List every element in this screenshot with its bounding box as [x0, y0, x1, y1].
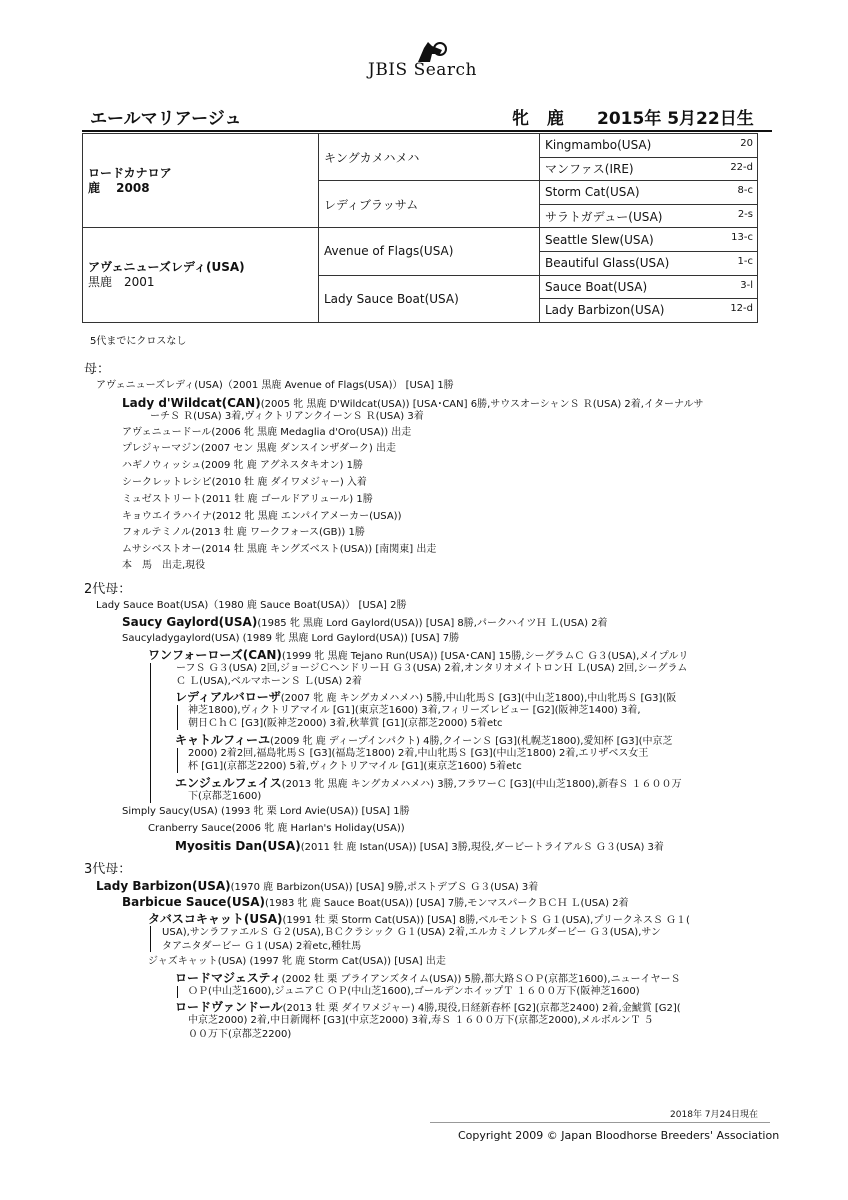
family-entry	[188, 704, 641, 718]
pedigree-g3-cell[interactable]: Beautiful Glass(USA) 1-c	[540, 251, 758, 275]
family-entry	[162, 940, 361, 954]
family-entry-notable[interactable]	[96, 879, 538, 895]
section-dam3: 3代母：	[84, 862, 132, 877]
family-entry	[122, 559, 205, 573]
entry-text: プレジャーマジン(2007 セン 黒鹿 ダンスインザダーク) 出走	[122, 443, 396, 454]
entry-text: (2013 牝 黒鹿 キングカメハメハ) 3勝,フラワーＣ [G3](中山芝1800),新春Ｓ １６００万	[281, 779, 682, 790]
family-entry	[122, 426, 411, 440]
entry-text: (2007 牝 鹿 キングカメハメハ) 5勝,中山牝馬Ｓ [G3](中山芝1800),中山牝馬Ｓ [G3](阪	[280, 693, 677, 704]
entry-text: ＯＰ(中山芝1600),ジュニアＣ ＯＰ(中山芝1600),ゴールデンホイップＴ １６００万下(阪神芝1600)	[188, 986, 640, 997]
horse-name[interactable]: Saucy Gaylord(USA)	[122, 615, 258, 629]
entry-text: シークレットレシピ(2010 牡 鹿 ダイワメジャー) 入着	[122, 477, 367, 488]
dam-sire-cell[interactable]: Avenue of Flags(USA)	[319, 228, 540, 275]
entry-text: 2000) 2着2回,福島牝馬Ｓ [G3](福島芝1800) 2着,中山牝馬Ｓ [G3](中山芝1800) 2着,エリザベス女王	[188, 748, 649, 759]
entry-text: Cranberry Sauce(2006 牝 鹿 Harlan's Holiday(USA))	[148, 823, 405, 834]
horse-name[interactable]: ロードマジェスティ	[175, 971, 282, 985]
family-entry	[122, 476, 367, 490]
family-entry	[96, 379, 454, 393]
entry-text: フォルテミノル(2013 牡 鹿 ワークフォース(GB)) 1勝	[122, 527, 365, 538]
horse-name[interactable]: キャトルフィーユ	[175, 733, 271, 747]
dam-cell[interactable]	[83, 228, 319, 322]
pedigree-g3-cell[interactable]: Storm Cat(USA) 8-c	[540, 181, 758, 205]
horse-name: エールマリアージュ	[90, 109, 242, 129]
family-entry	[188, 1014, 654, 1028]
dam-name: アヴェニューズレディ(USA)	[88, 260, 245, 275]
horse-name[interactable]: Lady d'Wildcat(CAN)	[122, 396, 261, 410]
dam-info: 黒鹿 2001	[88, 275, 155, 290]
family-entry-notable[interactable]	[122, 615, 608, 631]
family-entry	[148, 955, 446, 969]
horse-name[interactable]: タバスコキャット(USA)	[148, 912, 283, 926]
entry-text: ミュゼストリート(2011 牡 鹿 ゴールドアリュール) 1勝	[122, 494, 373, 505]
family-entry	[122, 459, 363, 473]
entry-text: ハギノウィッシュ(2009 牝 鹿 アグネスタキオン) 1勝	[122, 460, 363, 471]
entry-text: Lady Sauce Boat(USA)（1980 鹿 Sauce Boat(USA)） [USA] 2勝	[96, 600, 407, 611]
family-entry	[188, 790, 261, 804]
family-bracket	[150, 926, 151, 952]
family-entry	[122, 632, 459, 646]
entry-text: 中京芝2000) 2着,中日新聞杯 [G3](中京芝2000) 3着,寿Ｓ １６００万下(京都芝2000),メルボルンＴ ５	[188, 1015, 654, 1026]
entry-text: (1985 牝 黒鹿 Lord Gaylord(USA)) [USA] 8勝,パークハイツＨ Ｌ(USA) 2着	[257, 618, 608, 629]
entry-text: ムサシベストオー(2014 牡 黒鹿 キングズベスト(USA)) [南関東] 出走	[122, 544, 437, 555]
entry-text: Simply Saucy(USA) (1993 牝 栗 Lord Avie(USA)) [USA] 1勝	[122, 806, 410, 817]
entry-text: (2002 牡 栗 ブライアンズタイム(USA)) 5勝,都大路ＳＯＰ(京都芝1600),ニューイヤーＳ	[281, 974, 681, 985]
sire-dam-cell[interactable]: レディブラッサム	[319, 181, 540, 228]
family-entry	[122, 526, 365, 540]
entry-text: アヴェニュードール(2006 牝 黒鹿 Medaglia d'Oro(USA)) 出走	[122, 427, 412, 438]
entry-text: (1991 牡 栗 Storm Cat(USA)) [USA] 8勝,ベルモントＳ Ｇ１(USA),プリークネスＳ Ｇ１(	[282, 915, 690, 926]
footer-divider	[430, 1122, 770, 1123]
horse-header	[82, 104, 772, 132]
horse-name[interactable]: Barbicue Sauce(USA)	[122, 895, 266, 909]
family-entry-notable[interactable]	[175, 839, 664, 855]
family-bracket	[177, 748, 178, 773]
horse-name[interactable]: レディアルバローザ	[175, 690, 281, 704]
entry-text: 本 馬 出走,現役	[122, 560, 206, 571]
family-entry	[122, 510, 401, 524]
horse-sex-color: 牝 鹿	[512, 109, 570, 129]
sire-name: ロードカナロア	[88, 165, 172, 180]
family-entry	[162, 926, 661, 940]
pedigree-table	[82, 133, 758, 323]
entry-text: タアニタダービー Ｇ１(USA) 2着etc,種牡馬	[162, 941, 362, 952]
family-entry	[122, 493, 373, 507]
entry-text: (2009 牝 鹿 ディープインパクト) 4勝,クイーンＳ [G3](札幌芝1800),愛知杯 [G3](中京芝	[270, 736, 673, 747]
entry-text: キョウエイラハイナ(2012 牝 黒鹿 エンパイアメーカー(USA))	[122, 511, 402, 522]
entry-text: (2005 牝 黒鹿 D'Wildcat(USA)) [USA･CAN] 6勝,サウスオーシャンＳ Ｒ(USA) 2着,イターナルサ	[260, 399, 704, 410]
entry-text: 神芝1800),ヴィクトリアマイル [G1](東京芝1600) 3着,フィリーズレビュー [G2](阪神芝1400) 3着,	[188, 705, 641, 716]
entry-text: Ｃ Ｌ(USA),ベルマホーンＳ Ｌ(USA) 2着	[176, 676, 362, 687]
family-bracket	[177, 986, 178, 998]
horse-name[interactable]: ワンフォーローズ(CAN)	[148, 648, 282, 662]
family-entry	[188, 717, 503, 731]
family-entry	[148, 822, 405, 836]
pedigree-g3-cell[interactable]: Seattle Slew(USA) 13-c	[540, 228, 758, 252]
family-entry	[176, 675, 362, 689]
cross-note: 5代までにクロスなし	[90, 336, 187, 347]
entry-text: Saucyladygaylord(USA) (1989 牝 黒鹿 Lord Gaylord(USA)) [USA] 7勝	[122, 633, 460, 644]
sire-sire-cell[interactable]: キングカメハメハ	[319, 134, 540, 181]
family-entry	[188, 985, 640, 999]
pedigree-g3-cell[interactable]: サラトガデュー(USA) 2-s	[540, 204, 758, 228]
entry-text: (2013 牡 栗 ダイワメジャー) 4勝,現役,日経新春杯 [G2](京都芝2400) 2着,金鯱賞 [G2](	[282, 1003, 681, 1014]
entry-text: 朝日ＣｈＣ [G3](阪神芝2000) 3着,秋華賞 [G1](京都芝2000) 5着etc	[188, 718, 503, 729]
family-entry	[122, 543, 436, 557]
family-entry	[176, 662, 687, 676]
entry-text: (1970 鹿 Barbizon(USA)) [USA] 9勝,ポストデブＳ Ｇ３(USA) 3着	[230, 882, 539, 893]
family-entry	[96, 599, 407, 613]
entry-text: 下(京都芝1600)	[188, 791, 262, 802]
section-dam: 母：	[84, 362, 111, 377]
family-bracket	[177, 705, 178, 730]
sire-cell[interactable]	[83, 134, 319, 228]
family-entry-notable[interactable]	[122, 895, 629, 911]
jbis-logo	[368, 40, 498, 84]
family-entry	[188, 747, 648, 761]
family-entry	[188, 760, 522, 774]
entry-text: ００万下(京都芝2200)	[188, 1029, 292, 1040]
pedigree-g3-cell[interactable]: Lady Barbizon(USA) 12-d	[540, 299, 758, 323]
entry-text: アヴェニューズレディ(USA)（2001 黒鹿 Avenue of Flags(USA)） [USA] 1勝	[96, 380, 454, 391]
entry-text: ーフＳ Ｇ３(USA) 2回,ジョージＣヘンドリーＨ Ｇ３(USA) 2着,オンタリオメイトロンＨ Ｌ(USA) 2回,シーグラム	[176, 663, 688, 674]
horse-name[interactable]: Myositis Dan(USA)	[175, 839, 301, 853]
family-entry	[150, 410, 424, 424]
entry-text: (1999 牝 黒鹿 Tejano Run(USA)) [USA･CAN] 15勝,シーグラムＣ Ｇ３(USA),メイプルリ	[281, 651, 689, 662]
family-entry	[188, 1028, 291, 1042]
as-of-date: 2018年 7月24日現在	[670, 1110, 758, 1120]
horse-name[interactable]: エンジェルフェイス	[175, 776, 282, 790]
pedigree-g3-cell[interactable]: Kingmambo(USA) 20	[540, 134, 758, 158]
sire-info: 鹿 2008	[88, 180, 150, 195]
copyright: Copyright 2009 © Japan Bloodhorse Breeders' Association	[458, 1129, 780, 1142]
entry-text: (2011 牡 鹿 Istan(USA)) [USA] 3勝,現役,ダービートライアルＳ Ｇ３(USA) 3着	[300, 842, 664, 853]
entry-text: USA),サンラファエルＳ Ｇ２(USA),ＢＣクラシック Ｇ１(USA) 2着,エルカミノレアルダービー Ｇ３(USA),サン	[162, 927, 661, 938]
pedigree-g3-cell[interactable]: マンファス(IRE) 22-d	[540, 157, 758, 181]
dam-dam-cell[interactable]: Lady Sauce Boat(USA)	[319, 275, 540, 322]
family-entry	[122, 805, 410, 819]
entry-text: ジャズキャット(USA) (1997 牝 鹿 Storm Cat(USA)) [USA] 出走	[148, 956, 446, 967]
entry-text: 杯 [G1](京都芝2200) 5着,ヴィクトリアマイル [G1](東京芝1600) 5着etc	[188, 761, 522, 772]
entry-text: (1983 牝 鹿 Sauce Boat(USA)) [USA] 7勝,モンマスパークＢＣＨ Ｌ(USA) 2着	[265, 898, 629, 909]
horse-name[interactable]: Lady Barbizon(USA)	[96, 879, 231, 893]
logo-text: JBIS Search	[368, 60, 478, 80]
entry-text: ーチＳ Ｒ(USA) 3着,ヴィクトリアンクイーンＳ Ｒ(USA) 3着	[150, 411, 424, 422]
section-dam2: 2代母：	[84, 582, 132, 597]
family-bracket	[150, 663, 151, 803]
horse-birthdate: 2015年 5月22日生	[597, 109, 754, 129]
family-entry	[122, 442, 396, 456]
horse-name[interactable]: ロードヴァンドール	[175, 1000, 283, 1014]
pedigree-g3-cell[interactable]: Sauce Boat(USA) 3-l	[540, 275, 758, 299]
